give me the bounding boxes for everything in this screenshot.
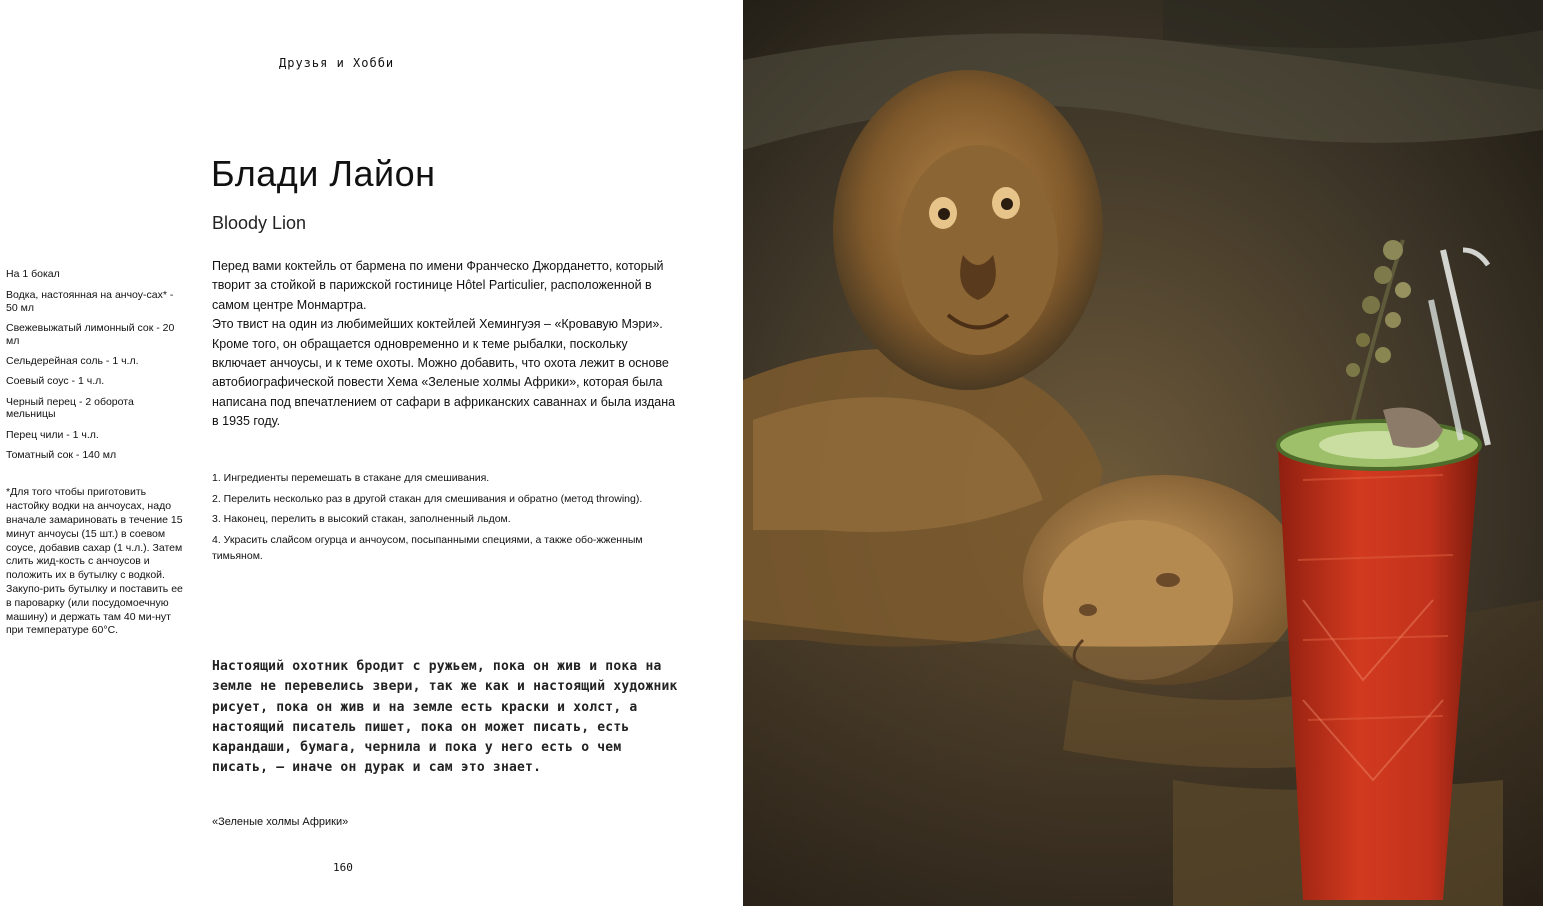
recipe-intro [212, 257, 682, 432]
section-header: Друзья и Хобби [279, 56, 395, 70]
hemingway-quote: Настоящий охотник бродит с ружьем, пока он жив и пока на земле не перевелись звери, так же как и настоящий художник рисует, пока он жив и на земле есть краски и холст, а настоящий писатель пишет, пока он может писать, есть карандаши, бумага, чернила и пока у него есть о чем писать, – иначе он дурак и сам это знает. [212, 659, 678, 776]
infusion-note: *Для того чтобы приготовить настойку водки на анчоусах, надо вначале замариновать в течение 15 минут анчоусы (15 шт.) в соевом соусе, добавив сахар (1 ч.л.). Затем слить жид-кость с анчоусов и положить их в бутылку с водкой. Закупо-рить бутылку и поставить ее в пароварку (или посудомоечную машину) и держать там 40 ми-нут при температуре 60°С. [6, 486, 183, 637]
ingredients-sidebar [6, 268, 186, 649]
ingredient-item: Сельдерейная соль - 1 ч.л. [6, 355, 139, 368]
ingredient-item: Свежевыжатый лимонный сок - 20 мл [6, 322, 175, 347]
serving-size: На 1 бокал [6, 268, 60, 280]
ingredient-item: Водка, настоянная на анчоу-сах* - 50 мл [6, 289, 174, 314]
intro-paragraph: Это твист на один из любимейших коктейлей Хемингуэя – «Кровавую Мэри». Кроме того, он обращается одновременно и к теме рыбалки, поскольку включает анчоусы, и к теме охоты. Можно добавить, что охота лежит в основе автобиографической повести Хема «Зеленые холмы Африки», которая была написана под впечатлением от сафари в африканских саваннах и была издана в 1935 году. [212, 317, 676, 429]
cocktail-photo-icon [743, 0, 1543, 906]
intro-paragraph: Перед вами коктейль от бармена по имени Франческо Джорданетто, который творит за стойкой в парижской гостинице Hôtel Particulier, расположенной в самом центре Монмартра. [212, 259, 664, 312]
ingredient-item: Перец чили - 1 ч.л. [6, 428, 99, 441]
method-step: 4. Украсить слайсом огурца и анчоусом, посыпанными специями, а также обо-жженным тимьяном. [212, 533, 643, 562]
quote-source: «Зеленые холмы Африки» [212, 816, 349, 828]
ingredient-item: Томатный сок - 140 мл [6, 449, 117, 462]
recipe-subtitle: Bloody Lion [212, 213, 307, 233]
method-step: 1. Ингредиенты перемешать в стакане для смешивания. [212, 472, 490, 484]
method-steps [212, 470, 672, 569]
left-page [0, 0, 743, 906]
recipe-title: Блади Лайон [211, 153, 436, 194]
page-number: 160 [333, 861, 353, 874]
cocktail-photo [743, 0, 1543, 906]
ingredient-item: Соевый соус - 1 ч.л. [6, 375, 105, 388]
method-step: 2. Перелить несколько раз в другой стакан для смешивания и обратно (метод throwing). [212, 492, 643, 505]
method-step: 3. Наконец, перелить в высокий стакан, заполненный льдом. [212, 513, 511, 525]
ingredient-item: Черный перец - 2 оборота мельницы [6, 395, 134, 421]
